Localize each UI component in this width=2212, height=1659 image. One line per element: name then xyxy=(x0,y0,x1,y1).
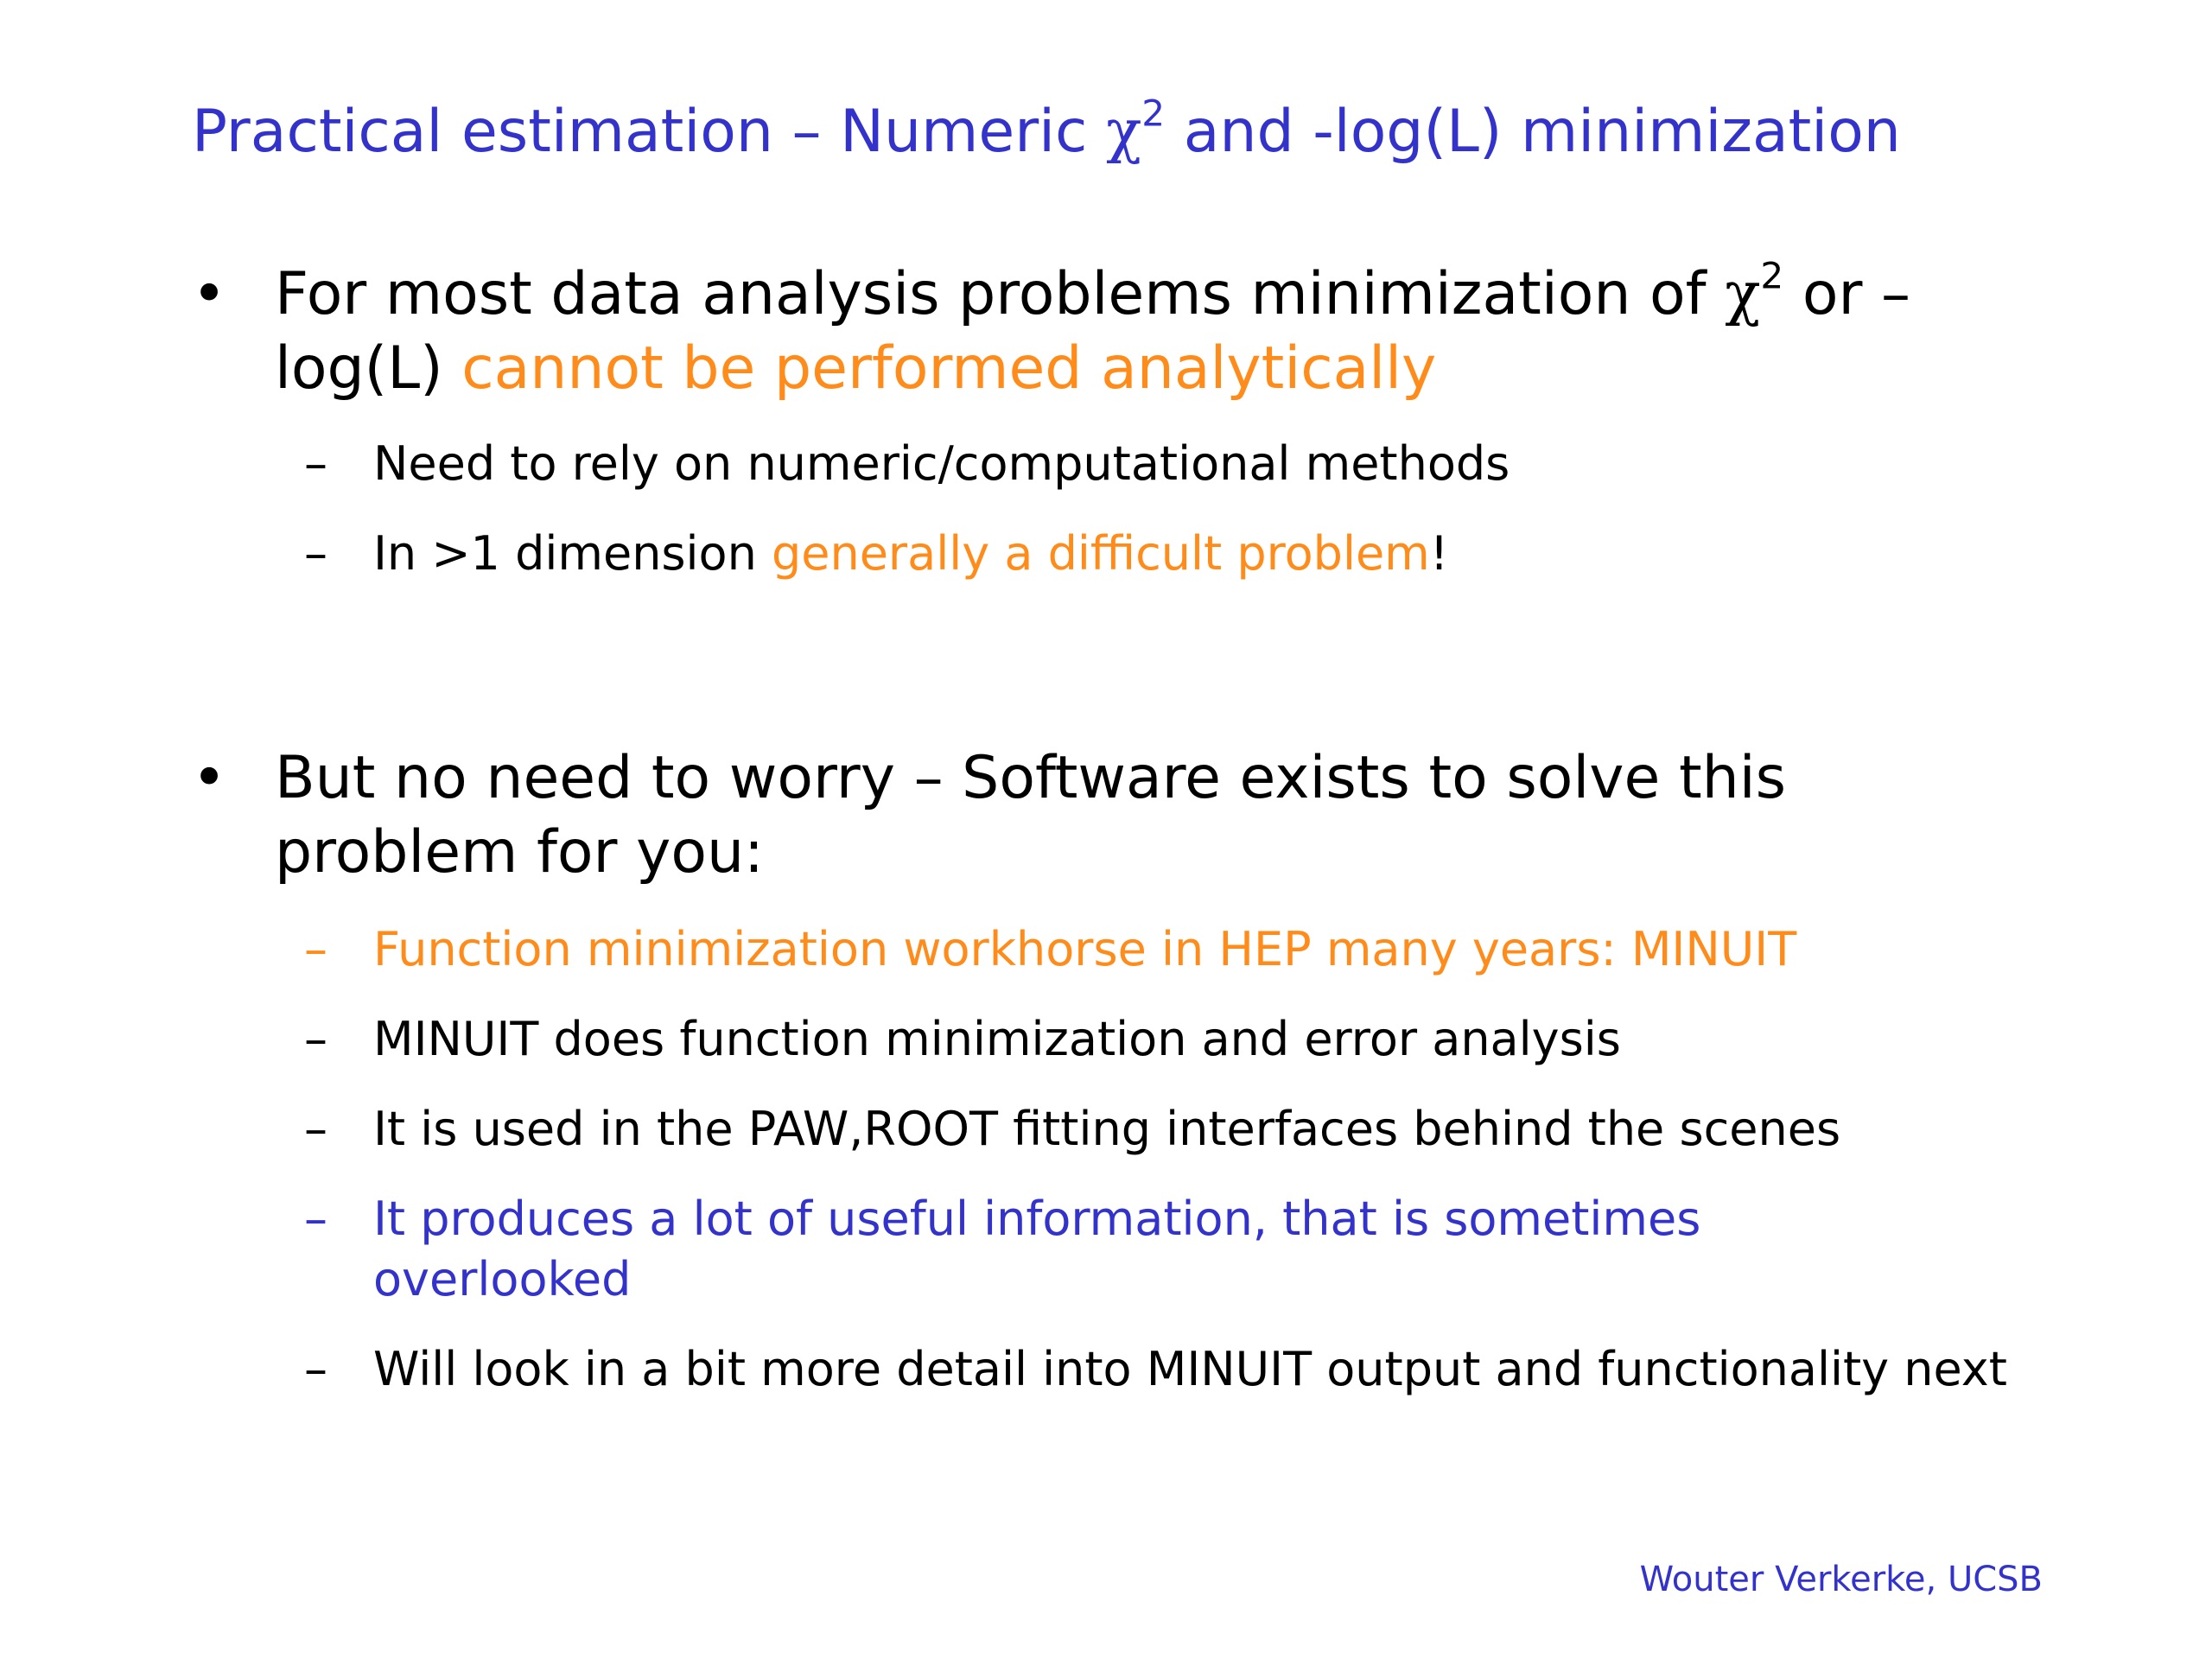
slide-title-text-2: and -log(L) minimization xyxy=(1165,98,1901,166)
bullet-2-sub-1 xyxy=(304,919,2032,980)
slide-title xyxy=(192,93,1901,171)
bullet-2-dot: • xyxy=(192,744,227,812)
bullet-1-sub-2-text-1: In >1 dimension xyxy=(373,526,772,581)
slide-title-chi: χ xyxy=(1106,98,1142,166)
bullet-1-text-1: For most data analysis problems minimization of xyxy=(275,260,1726,328)
bullet-1-sub-2-suffix: ! xyxy=(1429,526,1449,581)
bullet-1-text xyxy=(275,254,2041,406)
bullet-1-dot: • xyxy=(192,260,227,328)
bullet-1-sub-2-dash: – xyxy=(304,526,327,581)
bullet-2 xyxy=(192,741,2041,890)
bullet-1-sub-2-text xyxy=(373,524,2032,584)
bullet-1-sub-2 xyxy=(304,524,2032,584)
bullet-1-sup: 2 xyxy=(1760,254,1784,297)
bullet-1-sub-1-text: Need to rely on numeric/computational methods xyxy=(373,436,1510,491)
bullet-2-sub-5 xyxy=(304,1339,2015,1400)
bullet-1-sub-1 xyxy=(304,434,2032,494)
bullet-2-sub-1-text: Function minimization workhorse in HEP many years: MINUIT xyxy=(373,922,1797,976)
bullet-2-text: But no need to worry – Software exists to solve this problem for you: xyxy=(275,744,1787,887)
slide-footer: Wouter Verkerke, UCSB xyxy=(1639,1560,2043,1599)
bullet-2-sub-4-dash: – xyxy=(304,1192,327,1246)
bullet-1 xyxy=(192,254,2041,406)
slide-title-sup: 2 xyxy=(1141,92,1166,135)
bullet-2-sub-2-text: MINUIT does function minimization and error analysis xyxy=(373,1012,1621,1066)
bullet-1-text-2: or –log(L) xyxy=(275,260,1911,403)
slide-title-text-1: Practical estimation – Numeric xyxy=(192,98,1107,166)
bullet-2-sub-5-dash: – xyxy=(304,1342,327,1396)
bullet-2-sub-3-dash: – xyxy=(304,1102,327,1156)
bullet-1-sub-2-highlight: generally a difficult problem xyxy=(771,526,1430,581)
bullet-1-sub-1-dash: – xyxy=(304,436,327,491)
bullet-2-sub-1-dash: – xyxy=(304,922,327,976)
bullet-2-sub-3-text: It is used in the PAW,ROOT fitting interfaces behind the scenes xyxy=(373,1102,1841,1156)
bullet-1-chi: χ xyxy=(1725,260,1761,328)
bullet-1-highlight: cannot be performed analytically xyxy=(461,334,1437,403)
bullet-2-sub-5-text: Will look in a bit more detail into MINUIT output and functionality next xyxy=(373,1342,2007,1396)
bullet-2-sub-2 xyxy=(304,1009,2032,1070)
bullet-2-sub-3 xyxy=(304,1099,2032,1160)
bullet-2-sub-2-dash: – xyxy=(304,1012,327,1066)
bullet-2-sub-4-text: It produces a lot of useful information, that is sometimes overlooked xyxy=(373,1192,1701,1306)
bullet-2-sub-4 xyxy=(304,1189,1859,1310)
